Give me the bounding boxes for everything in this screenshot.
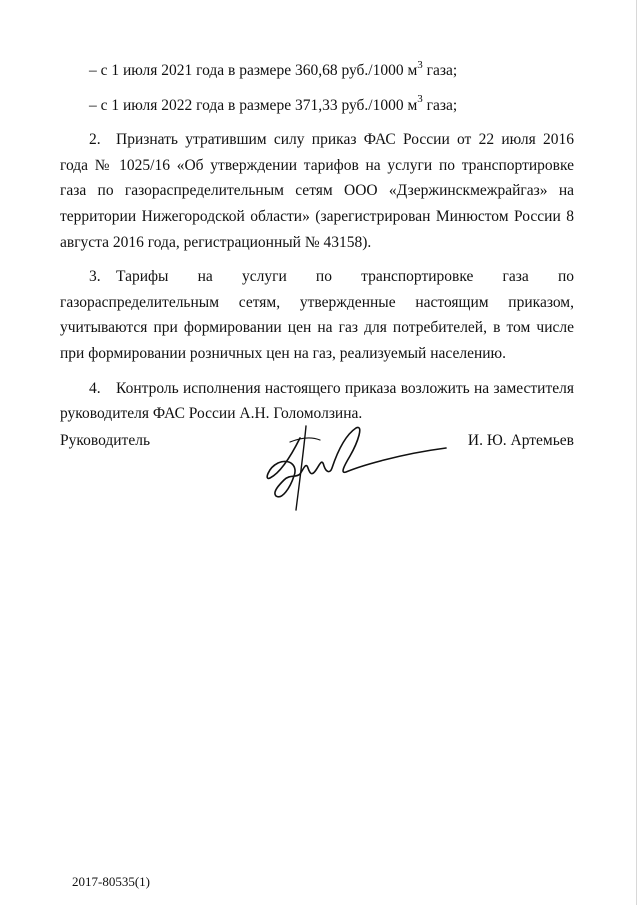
paragraph-text: Тарифы на услуги по транспортировке газа по газораспределительным сетям, утвержденные настоящим приказом, учитываются при формировании цен на газ для потребителей, в том числе при формировании розничных цен на газ, реализуемый населению. (60, 268, 574, 362)
signer-name: И. Ю. Артемьев (467, 432, 574, 449)
paragraph-number: 2. (89, 131, 101, 149)
document-code: 2017-80535(1) (72, 874, 150, 889)
tariff-bullet-2021: – с 1 июля 2021 года в размере 360,68 руб./1000 $м^3$ газа; (89, 58, 458, 79)
tariff-bullet-2022: – с 1 июля 2022 года в размере 371,33 руб./1000 $м^3$ газа; (89, 93, 458, 114)
paragraph-2 (60, 127, 574, 255)
document-body (60, 58, 574, 427)
paragraph-3 (60, 264, 574, 366)
paragraph-text: Контроль исполнения настоящего приказа возложить на заместителя руководителя ФАС России А.Н. Голомолзина. (60, 379, 574, 423)
paragraph-text: Признать утратившим силу приказ ФАС России от 22 июля 2016 года № 1025/16 «Об утверждении тарифов на услуги по транспортировке газа по газораспределительным сетям ООО «Дзержинскмежрайгаз» на территории Нижегородской области» (зарегистрирован Минюстом России 8 августа 2016 года, регистрационный № 43158). (60, 131, 574, 251)
handwritten-signature (260, 418, 450, 518)
paragraph-number: 3. (89, 268, 101, 286)
scan-edge-line (636, 0, 637, 905)
signature-block (60, 430, 574, 520)
signer-title: Руководитель (60, 432, 151, 449)
paragraph-number: 4. (89, 379, 101, 397)
